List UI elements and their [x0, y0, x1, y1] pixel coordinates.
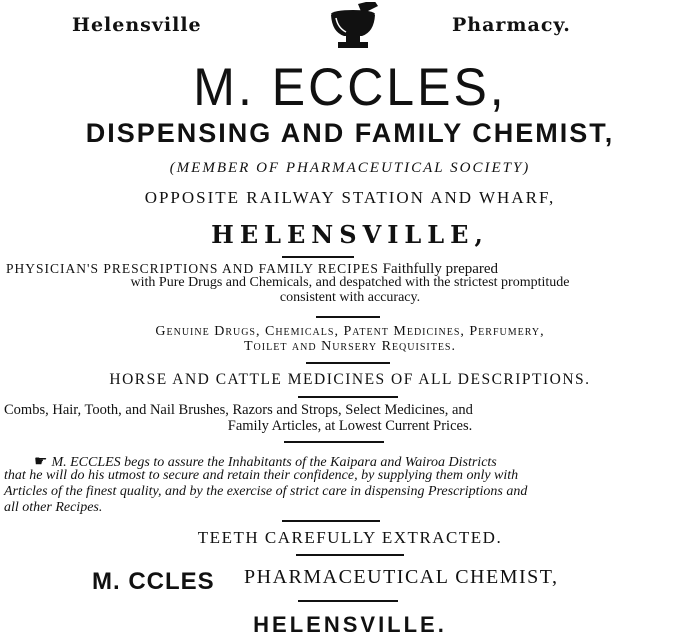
header-right-word: Pharmacy.	[452, 14, 571, 36]
mortar-and-pestle-icon	[322, 2, 384, 52]
combs-line-2: Family Articles, at Lowest Current Prices.	[227, 418, 473, 434]
pointing-hand-icon: ☛	[34, 454, 48, 470]
divider	[296, 554, 404, 556]
footer-town: HELENSVILLE.	[253, 612, 447, 637]
divider	[282, 520, 380, 522]
divider	[298, 396, 398, 398]
divider	[282, 256, 354, 258]
prescriptions-caps: PHYSICIAN'S PRESCRIPTIONS AND FAMILY RECIPES	[6, 261, 379, 276]
prescriptions-rest: Faithfully prepared	[378, 261, 499, 277]
proprietor-title: DISPENSING AND FAMILY CHEMIST,	[85, 118, 615, 148]
prescriptions-line-2: with Pure Drugs and Chemicals, and despatched with the strictest promptitude	[130, 275, 570, 290]
header-left-word: Helensville	[72, 14, 202, 36]
proprietor-name: M. ECCLES,	[193, 57, 507, 117]
teeth-extracted-line: TEETH CAREFULLY EXTRACTED.	[197, 528, 503, 547]
divider	[298, 600, 398, 602]
footer-name: M. CCLES	[92, 568, 215, 595]
notice-line-2: that he will do his utmost to secure and retain their confidence, by supplying them only with	[4, 468, 519, 483]
genuine-drugs-line-1: Genuine Drugs, Chemicals, Patent Medicines, Perfumery,	[155, 324, 545, 339]
town-name: HELENSVILLE,	[211, 220, 489, 249]
horse-cattle-line: HORSE AND CATTLE MEDICINES OF ALL DESCRIPTIONS.	[109, 371, 591, 388]
notice-line-4: all other Recipes.	[4, 500, 103, 515]
notice-line-3: Articles of the finest quality, and by the exercise of strict care in dispensing Prescriptions and	[4, 484, 528, 499]
combs-line-1: Combs, Hair, Tooth, and Nail Brushes, Razors and Strops, Select Medicines, and	[4, 402, 473, 418]
genuine-drugs-line-2: Toilet and Nursery Requisites.	[244, 339, 456, 354]
prescriptions-line-3: consistent with accuracy.	[279, 290, 421, 305]
notice-line-1-text: M. ECCLES begs to assure the Inhabitants of the Kaipara and Wairoa Districts	[51, 455, 497, 470]
location-line: OPPOSITE RAILWAY STATION AND WHARF,	[144, 188, 556, 207]
membership-note: (MEMBER OF PHARMACEUTICAL SOCIETY)	[169, 160, 531, 176]
divider	[284, 441, 384, 443]
footer-title: PHARMACEUTICAL CHEMIST,	[244, 566, 559, 588]
divider	[306, 362, 390, 364]
divider	[316, 316, 380, 318]
